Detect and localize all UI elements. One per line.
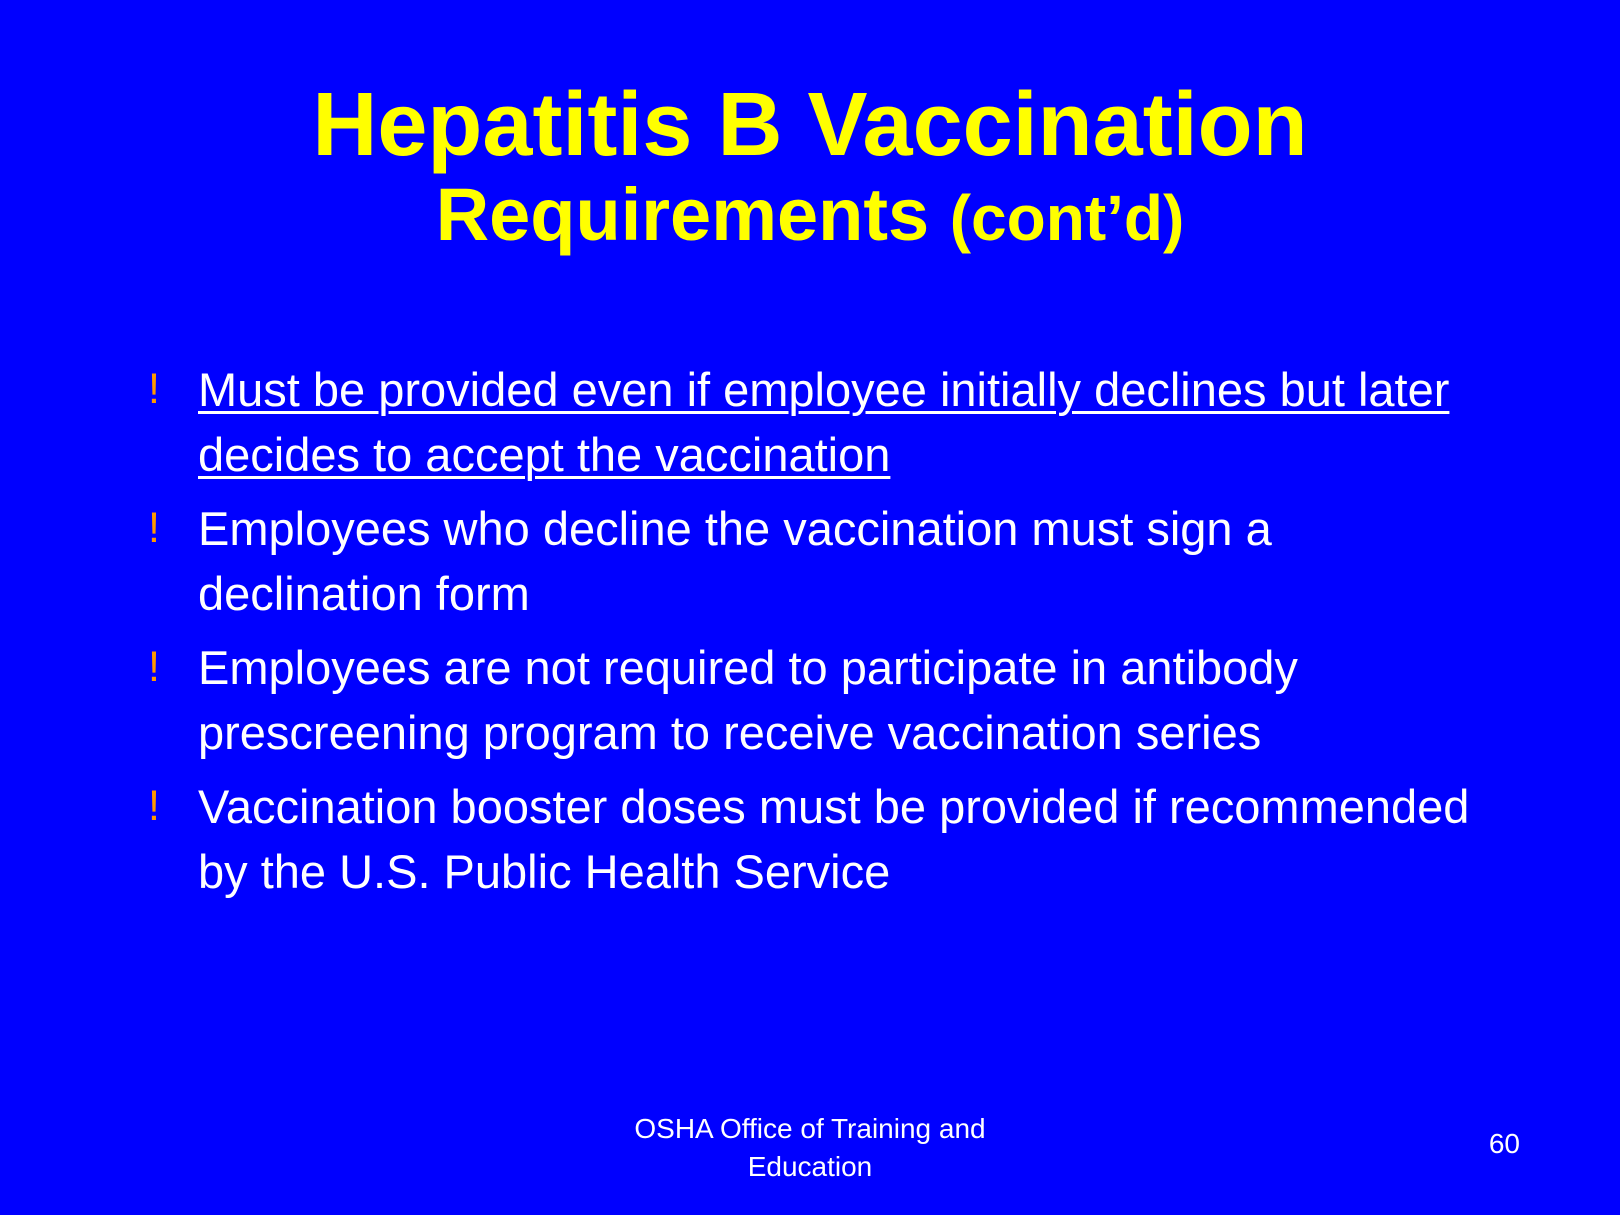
- bullet-item: [148, 357, 1508, 487]
- bullet-list: [148, 357, 1508, 913]
- title-line-1: Hepatitis B Vaccination: [312, 75, 1308, 175]
- bullet-exclamation-icon: !: [148, 365, 160, 413]
- footer-line-1: OSHA Office of Training and: [634, 1113, 986, 1144]
- bullet-text: Must be provided even if employee initially declines but later decides to accept the vaccination: [198, 363, 1450, 481]
- bullet-text: Employees who decline the vaccination must sign a declination form: [198, 502, 1272, 620]
- footer-organization: [560, 1110, 1060, 1186]
- title-suffix: (cont’d): [949, 181, 1185, 254]
- bullet-item: [148, 774, 1508, 904]
- bullet-text: Employees are not required to participate in antibody prescreening program to receive vaccination series: [198, 641, 1298, 759]
- bullet-exclamation-icon: !: [148, 782, 160, 830]
- title-main-text: Requirements: [435, 172, 930, 256]
- footer-line-2: Education: [747, 1151, 873, 1182]
- bullet-item: [148, 635, 1508, 765]
- bullet-item: [148, 496, 1508, 626]
- title-line-2: [0, 172, 1620, 257]
- bullet-text: Vaccination booster doses must be provided if recommended by the U.S. Public Health Service: [198, 780, 1470, 898]
- bullet-exclamation-icon: !: [148, 643, 160, 691]
- bullet-exclamation-icon: !: [148, 504, 160, 552]
- page-number: 60: [1488, 1128, 1520, 1159]
- slide-title: [0, 74, 1620, 257]
